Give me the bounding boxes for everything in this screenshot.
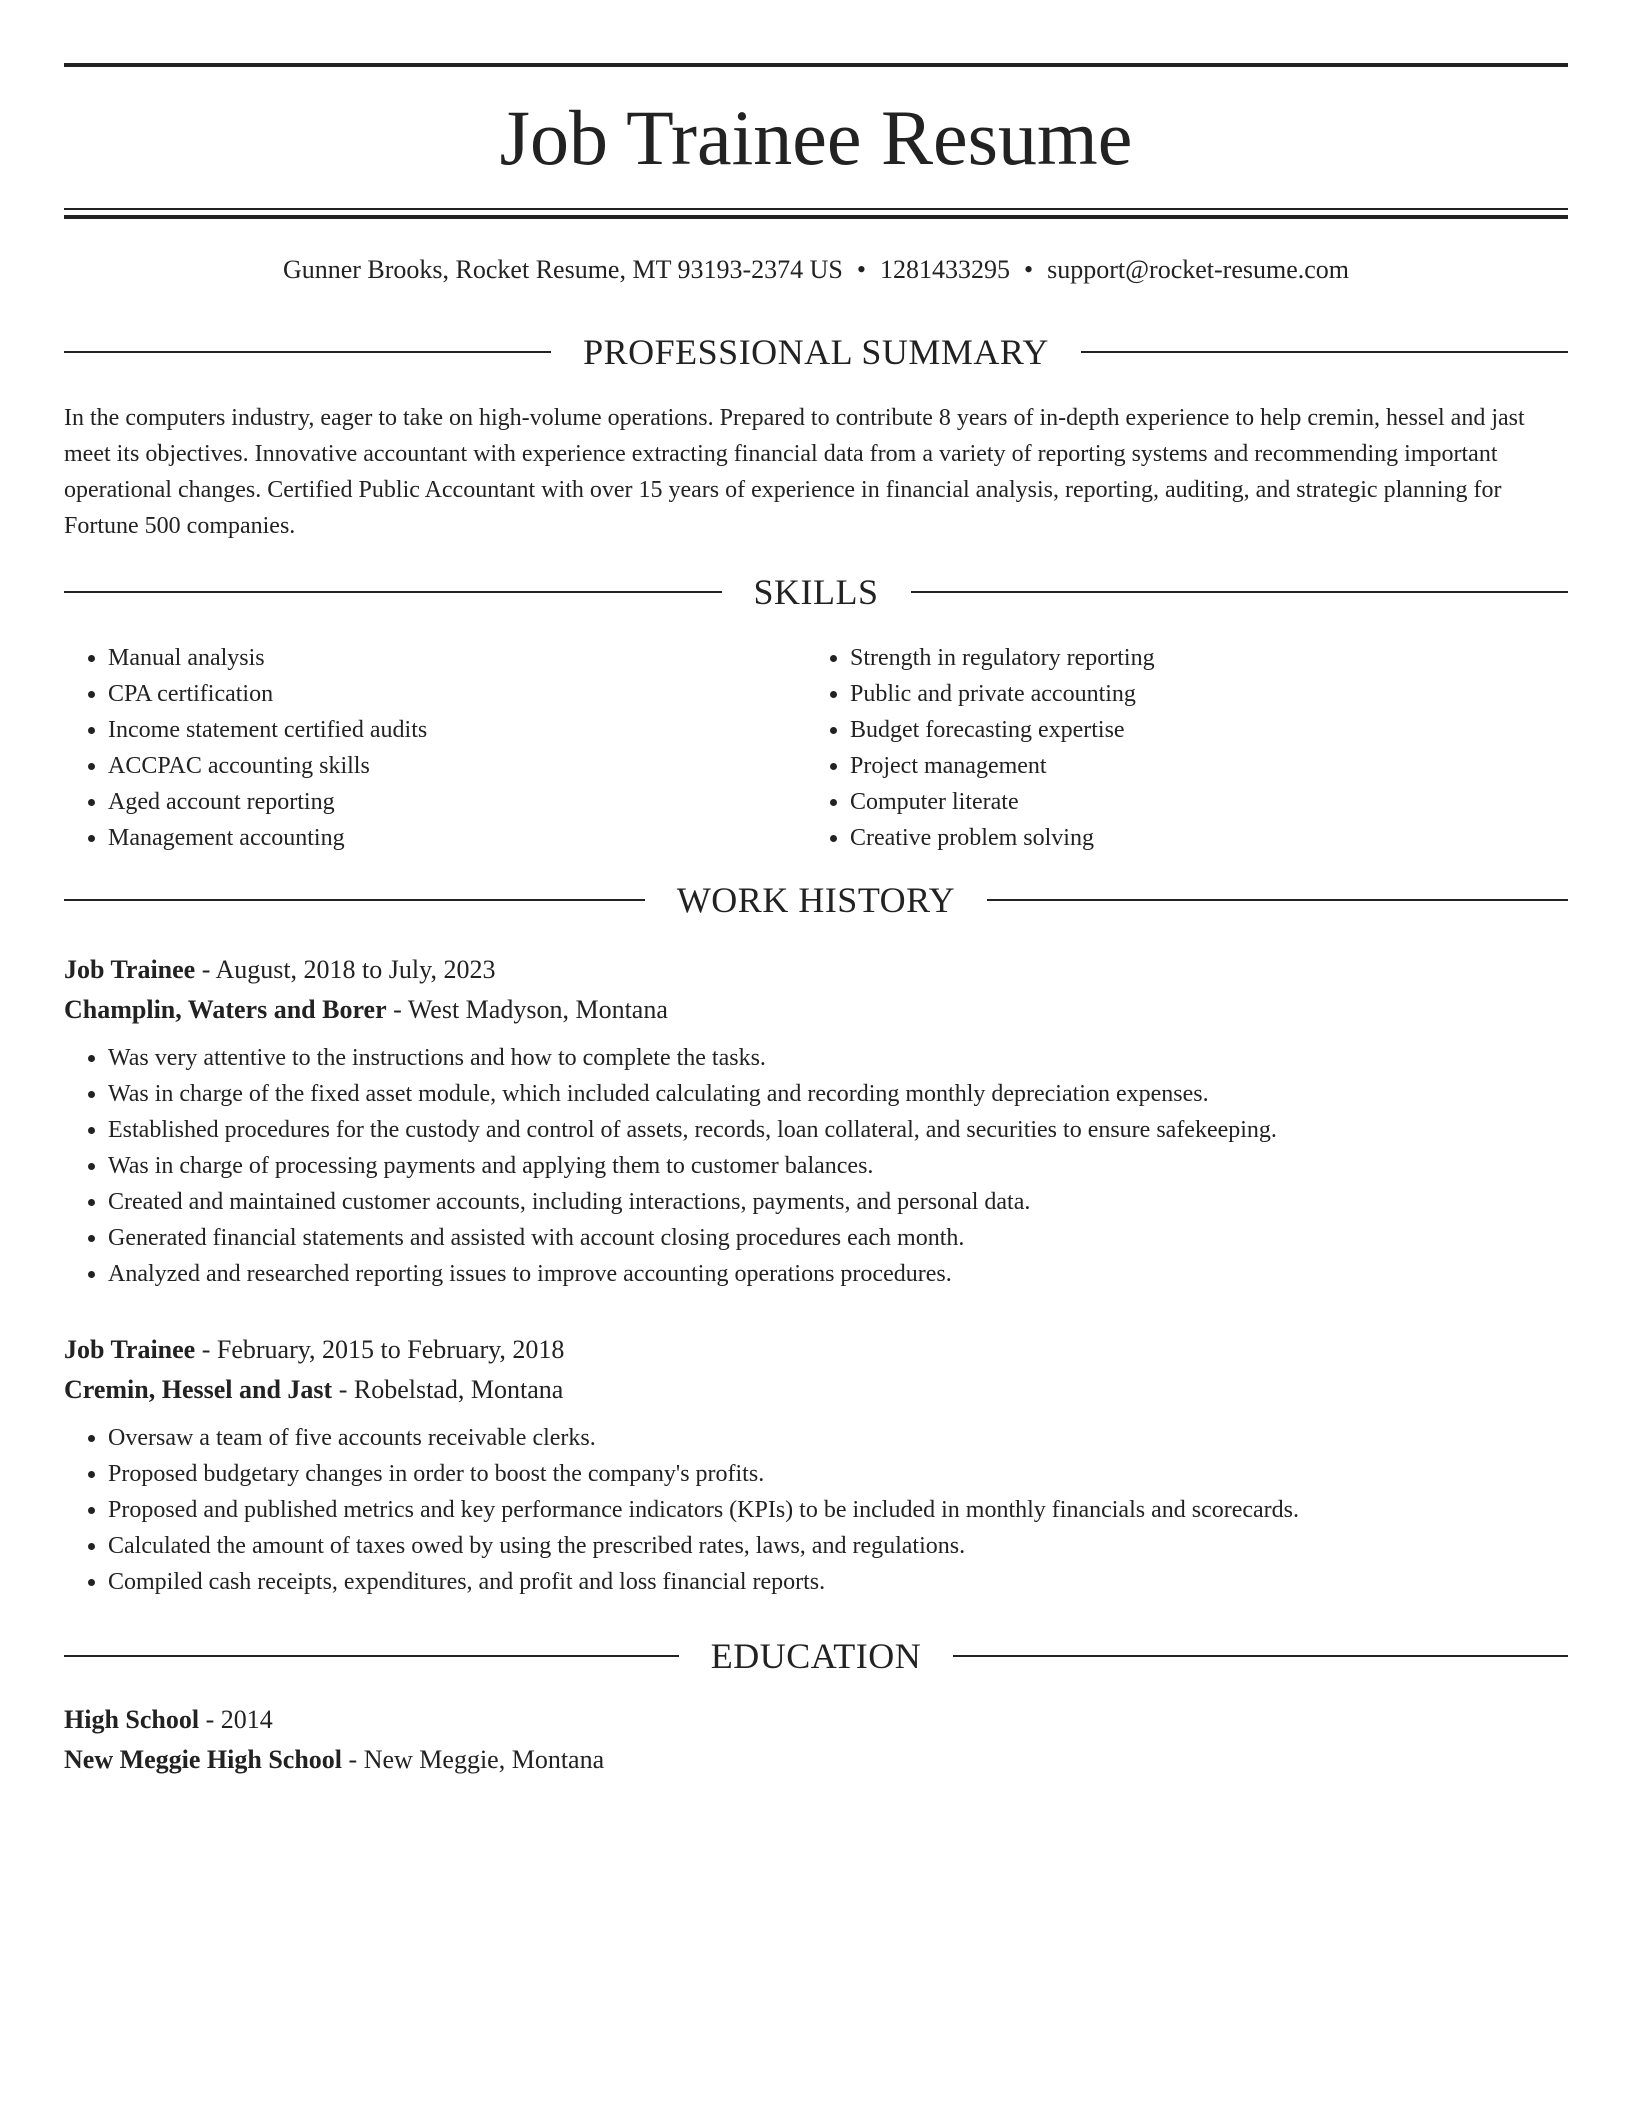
skill-item: • Computer literate (850, 784, 1548, 820)
summary-section-header (64, 330, 1568, 374)
job-company: Cremin, Hessel and Jast (64, 1375, 333, 1404)
skill-item: • Strength in regulatory reporting (850, 640, 1548, 676)
job-bullet: • Was in charge of processing payments and applying them to customer balances. (108, 1148, 1568, 1184)
job-bullets (64, 1420, 1568, 1600)
job-bullet: • Oversaw a team of five accounts receivable clerks. (108, 1420, 1568, 1456)
education-school: New Meggie High School (64, 1745, 343, 1774)
job-bullet: • Created and maintained customer accounts, including interactions, payments, and personal data. (108, 1184, 1568, 1220)
work-heading: WORK HISTORY (676, 880, 956, 920)
education-school-row (64, 1740, 1568, 1780)
job-bullet: • Was in charge of the fixed asset module, which included calculating and recording monthly depreciation expenses. (108, 1076, 1568, 1112)
skills-list-right (806, 640, 1548, 856)
job-bullet: • Proposed budgetary changes in order to boost the company's profits. (108, 1456, 1568, 1492)
divider-line (64, 351, 551, 353)
skills-columns (64, 640, 1568, 856)
skill-item: • Manual analysis (108, 640, 806, 676)
job-company-row (64, 1370, 1568, 1410)
job-title: Job Trainee (64, 1335, 196, 1364)
job-dates: - February, 2015 to February, 2018 (195, 1335, 565, 1364)
job-bullets (64, 1040, 1568, 1292)
job-bullet: • Was very attentive to the instructions and how to complete the tasks. (108, 1040, 1568, 1076)
skill-item: • Public and private accounting (850, 676, 1548, 712)
divider-line (64, 1655, 679, 1657)
job-bullet: • Compiled cash receipts, expenditures, and profit and loss financial reports. (108, 1564, 1568, 1600)
job-bullet: • Established procedures for the custody and control of assets, records, loan collateral, and securities to ensure safekeeping. (108, 1112, 1568, 1148)
skill-item: • Project management (850, 748, 1548, 784)
skill-item: • Income statement certified audits (108, 712, 806, 748)
job-location: - Robelstad, Montana (332, 1375, 564, 1404)
skill-item: • ACCPAC accounting skills (108, 748, 806, 784)
title-rule-thin (64, 208, 1568, 210)
skill-item: • Aged account reporting (108, 784, 806, 820)
education-heading: EDUCATION (710, 1636, 922, 1676)
work-section-header (64, 878, 1568, 922)
divider-line (911, 591, 1569, 593)
summary-text: In the computers industry, eager to take on high-volume operations. Prepared to contribute 8 years of in-depth experience to help cremin, hessel and jast meet its objectives. Innovative accountant with experience extracting financial data from a variety of reporting systems and recommending important operational changes. Certified Public Accountant with over 15 years of experience in financial analysis, reporting, auditing, and strategic planning for Fortune 500 companies. (64, 405, 1525, 539)
job-title: Job Trainee (64, 955, 196, 984)
education-degree-row (64, 1700, 1568, 1740)
job-bullet: • Calculated the amount of taxes owed by using the prescribed rates, laws, and regulations. (108, 1528, 1568, 1564)
skill-item: • Budget forecasting expertise (850, 712, 1548, 748)
contact-address: Gunner Brooks, Rocket Resume, MT 93193-2374 US (282, 255, 843, 284)
education-section-header (64, 1634, 1568, 1678)
education-degree: High School (64, 1705, 200, 1734)
job-entry (64, 1330, 1568, 1600)
resume-title: Job Trainee Resume (499, 94, 1133, 181)
education-location: - New Meggie, Montana (342, 1745, 605, 1774)
skill-item: • CPA certification (108, 676, 806, 712)
skills-heading: SKILLS (753, 572, 879, 612)
contact-email: support@rocket-resume.com (1047, 255, 1350, 284)
contact-separator: • (856, 255, 866, 284)
job-dates: - August, 2018 to July, 2023 (195, 955, 496, 984)
job-location: - West Madyson, Montana (386, 995, 668, 1024)
job-company-row (64, 990, 1568, 1030)
job-bullet: • Analyzed and researched reporting issues to improve accounting operations procedures. (108, 1256, 1568, 1292)
skills-section-header (64, 570, 1568, 614)
divider-line (987, 899, 1568, 901)
contact-separator: • (1024, 255, 1034, 284)
job-company: Champlin, Waters and Borer (64, 995, 387, 1024)
job-bullet: • Generated financial statements and assisted with account closing procedures each month. (108, 1220, 1568, 1256)
contact-line (64, 252, 1568, 288)
skill-item: • Creative problem solving (850, 820, 1548, 856)
job-title-row (64, 1330, 1568, 1370)
divider-line (64, 591, 722, 593)
skill-item: • Management accounting (108, 820, 806, 856)
contact-phone: 1281433295 (880, 255, 1010, 284)
divider-line (1081, 351, 1568, 353)
job-title-row (64, 950, 1568, 990)
top-rule (64, 63, 1568, 67)
education-entry (64, 1700, 1568, 1780)
title-rule-thick (64, 215, 1568, 219)
job-entry (64, 950, 1568, 1292)
skills-list-left (64, 640, 806, 856)
divider-line (953, 1655, 1568, 1657)
divider-line (64, 899, 645, 901)
education-year: - 2014 (199, 1705, 273, 1734)
summary-heading: PROFESSIONAL SUMMARY (583, 332, 1049, 372)
job-bullet: • Proposed and published metrics and key performance indicators (KPIs) to be included in monthly financials and scorecards. (108, 1492, 1568, 1528)
